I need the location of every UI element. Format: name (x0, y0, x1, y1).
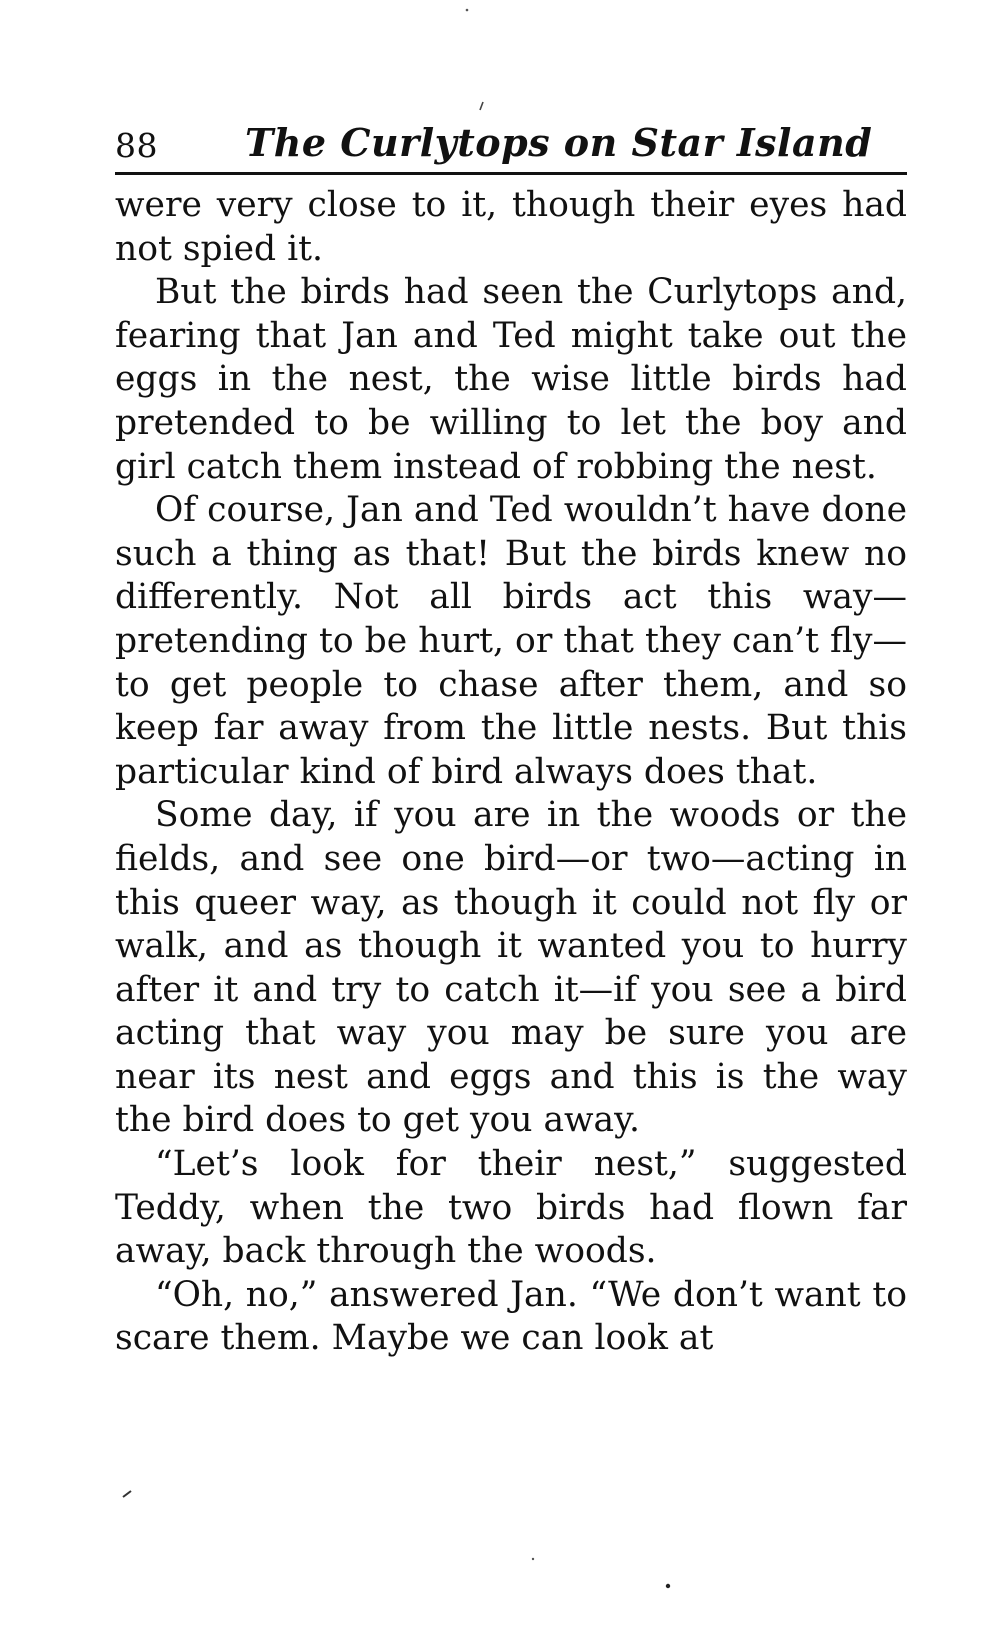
paragraph: Some day, if you are in the woods or the fields, and see one bird—or two—acting in this queer way, as though it could not fly or walk, and as though it wanted you to hurry after it and try to catch it—if you see a bird acting that way you may be sure you are near its nest and eggs and this is the way the bird does to get you away. (115, 795, 907, 1141)
header-rule (115, 172, 907, 175)
page-number: 88 (115, 126, 158, 165)
paragraph: were very close to it, though their eyes had not spied it. (115, 185, 907, 269)
book-title: The Curlytops on Star Island (245, 120, 873, 165)
paragraph: But the birds had seen the Curlytops and, fearing that Jan and Ted might take out the eggs in the nest, the wise little birds had pretended to be willing to let the boy and girl catch them instead of robbing the nest. (115, 272, 907, 487)
paragraph: “Let’s look for their nest,” suggested Teddy, when the two birds had flown far away, back through the woods. (115, 1144, 907, 1272)
paragraph: “Oh, no,” answered Jan. “We don’t want to scare them. Maybe we can look at (115, 1274, 907, 1359)
running-head (115, 120, 907, 170)
body-text (115, 184, 907, 1361)
paragraph: Of course, Jan and Ted wouldn’t have done such a thing as that! But the birds knew no differently. Not all birds act this way—pretending to be hurt, or that they can’t fly—to get people to chase after them, and so keep far away from the little nests. But this particular kind of bird always does that. (115, 490, 907, 792)
